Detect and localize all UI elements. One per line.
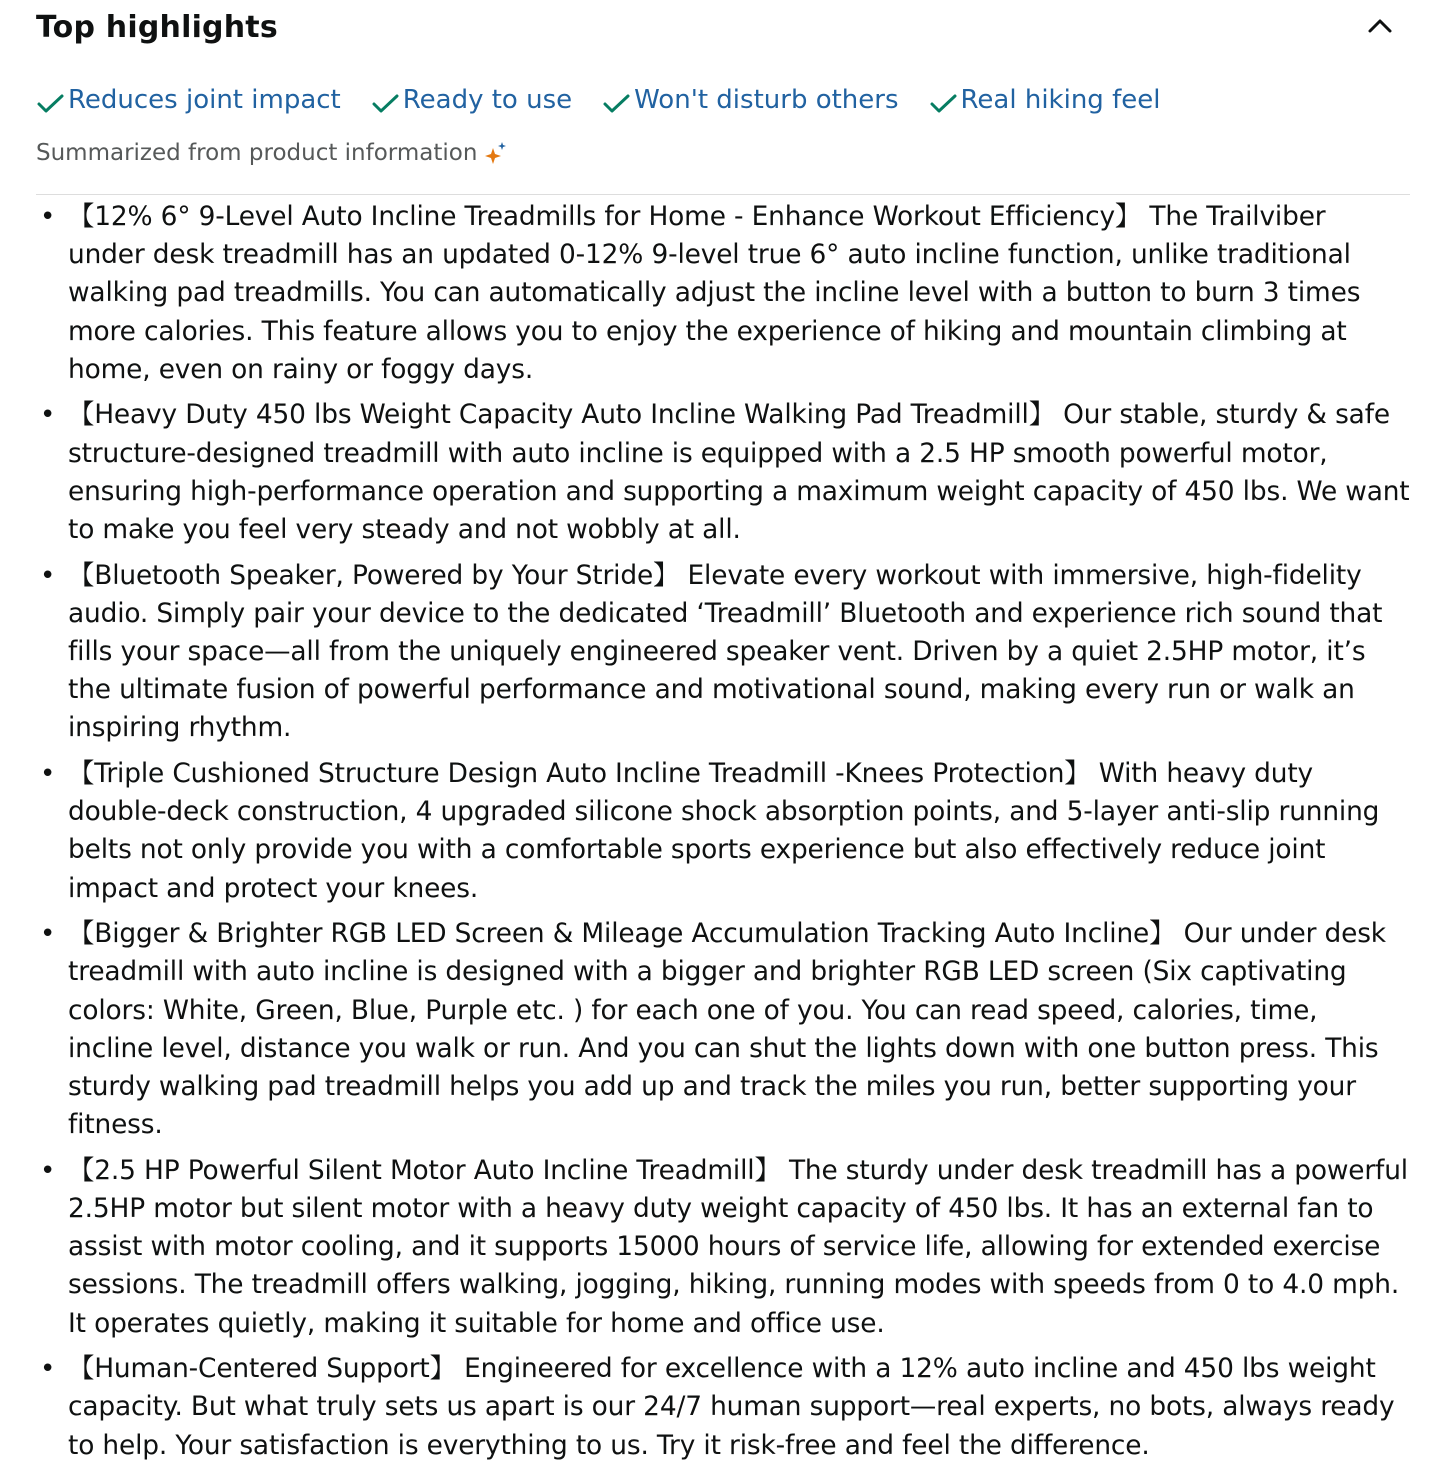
- bullet-dot: •: [40, 919, 56, 950]
- chip-wont-disturb-others[interactable]: [602, 80, 898, 120]
- bullet-text: 【Heavy Duty 450 lbs Weight Capacity Auto Incline Walking Pad Treadmill】 Our stable, sturdy & safe structure-designed treadmill with auto incline is equipped with a 2.5 HP smooth powerful motor, ensuring high-performance operation and supporting a maximum weight capacity of 450 lbs. We want to make you feel very steady and not wobbly at all.: [68, 399, 1410, 546]
- bullet-dot: •: [40, 560, 56, 591]
- list-item: [36, 557, 1410, 748]
- list-item: [36, 1350, 1410, 1465]
- chip-label: Reduces joint impact: [68, 85, 341, 115]
- bullet-text: 【12% 6° 9-Level Auto Incline Treadmills for Home - Enhance Workout Efficiency】 The Trailviber under desk treadmill has an updated 0-12% 9-level true 6° auto incline function, unlike traditional walking pad treadmills. You can automatically adjust the incline level with a button to burn 3 times more calories. This feature allows you to enjoy the experience of hiking and mountain climbing at home, even on rainy or foggy days.: [68, 201, 1361, 385]
- collapse-button[interactable]: [1364, 10, 1396, 42]
- list-item: [36, 1152, 1410, 1343]
- feature-bullet-list: [36, 198, 1410, 1465]
- chip-real-hiking-feel[interactable]: [929, 80, 1161, 120]
- chip-ready-to-use[interactable]: [371, 80, 572, 120]
- bullet-dot: •: [40, 759, 56, 790]
- ai-sparkle-icon: [485, 142, 507, 164]
- bullet-text: 【2.5 HP Powerful Silent Motor Auto Incline Treadmill】 The sturdy under desk treadmill has a powerful 2.5HP motor but silent motor with a heavy duty weight capacity of 450 lbs. It has an external fan to assist with motor cooling, and it supports 15000 hours of service life, allowing for extended exercise sessions. The treadmill offers walking, jogging, hiking, running modes with speeds from 0 to 4.0 mph. It operates quietly, making it suitable for home and office use.: [68, 1154, 1408, 1339]
- checkmark-icon: [371, 90, 401, 120]
- chip-label: Ready to use: [402, 85, 573, 115]
- list-item: [36, 396, 1410, 549]
- summary-note: [36, 136, 1410, 170]
- bullet-text: 【Human-Centered Support】 Engineered for excellence with a 12% auto incline and 450 lbs weight capacity. But what truly sets us apart is our 24/7 human support—real experts, no bots, always ready to help. Your satisfaction is everything to us. Try it risk-free and feel the difference.: [68, 1353, 1395, 1461]
- list-item: [36, 755, 1410, 908]
- bullet-dot: •: [40, 400, 56, 431]
- top-highlights-section: [36, 0, 1410, 1472]
- checkmark-icon: [602, 90, 632, 120]
- bullet-text: 【Bluetooth Speaker, Powered by Your Stride】 Elevate every workout with immersive, high-fidelity audio. Simply pair your device to the dedicated ‘Treadmill’ Bluetooth and experience rich sound that fills your space—all from the uniquely engineered speaker vent. Driven by a quiet 2.5HP motor, it’s the ultimate fusion of powerful performance and motivational sound, making every run or walk an inspiring rhythm.: [68, 559, 1383, 744]
- section-header: [36, 0, 1410, 62]
- bullet-dot: •: [40, 202, 56, 232]
- list-item: [36, 915, 1410, 1144]
- bullet-text: 【Bigger & Brighter RGB LED Screen & Mileage Accumulation Tracking Auto Incline】 Our under desk treadmill with auto incline is designed with a bigger and brighter RGB LED screen (Six captivating colors: White, Green, Blue, Purple etc. ) for each one of you. You can read speed, calories, time, incline level, distance you walk or run. And you can shut the lights down with one button press. This sturdy walking pad treadmill helps you add up and track the miles you run, better supporting your fitness.: [68, 918, 1386, 1141]
- bullet-dot: •: [40, 1155, 56, 1186]
- chip-label: Real hiking feel: [960, 85, 1161, 115]
- chip-reduces-joint-impact[interactable]: [36, 80, 341, 120]
- summary-text: Summarized from product information: [36, 140, 478, 166]
- bullet-text: 【Triple Cushioned Structure Design Auto Incline Treadmill -Knees Protection】 With heavy duty double-deck construction, 4 upgraded silicone shock absorption points, and 5-layer anti-slip running belts not only provide you with a comfortable sports experience but also effectively reduce joint impact and protect your knees.: [68, 758, 1380, 904]
- chevron-up-icon: [1364, 10, 1396, 42]
- list-item: [36, 198, 1410, 389]
- bullet-dot: •: [40, 1354, 56, 1385]
- section-title: Top highlights: [36, 10, 278, 45]
- highlight-chips: [36, 80, 1410, 120]
- checkmark-icon: [929, 90, 959, 120]
- chip-label: Won't disturb others: [634, 85, 899, 115]
- section-divider: [36, 194, 1410, 195]
- checkmark-icon: [36, 90, 66, 120]
